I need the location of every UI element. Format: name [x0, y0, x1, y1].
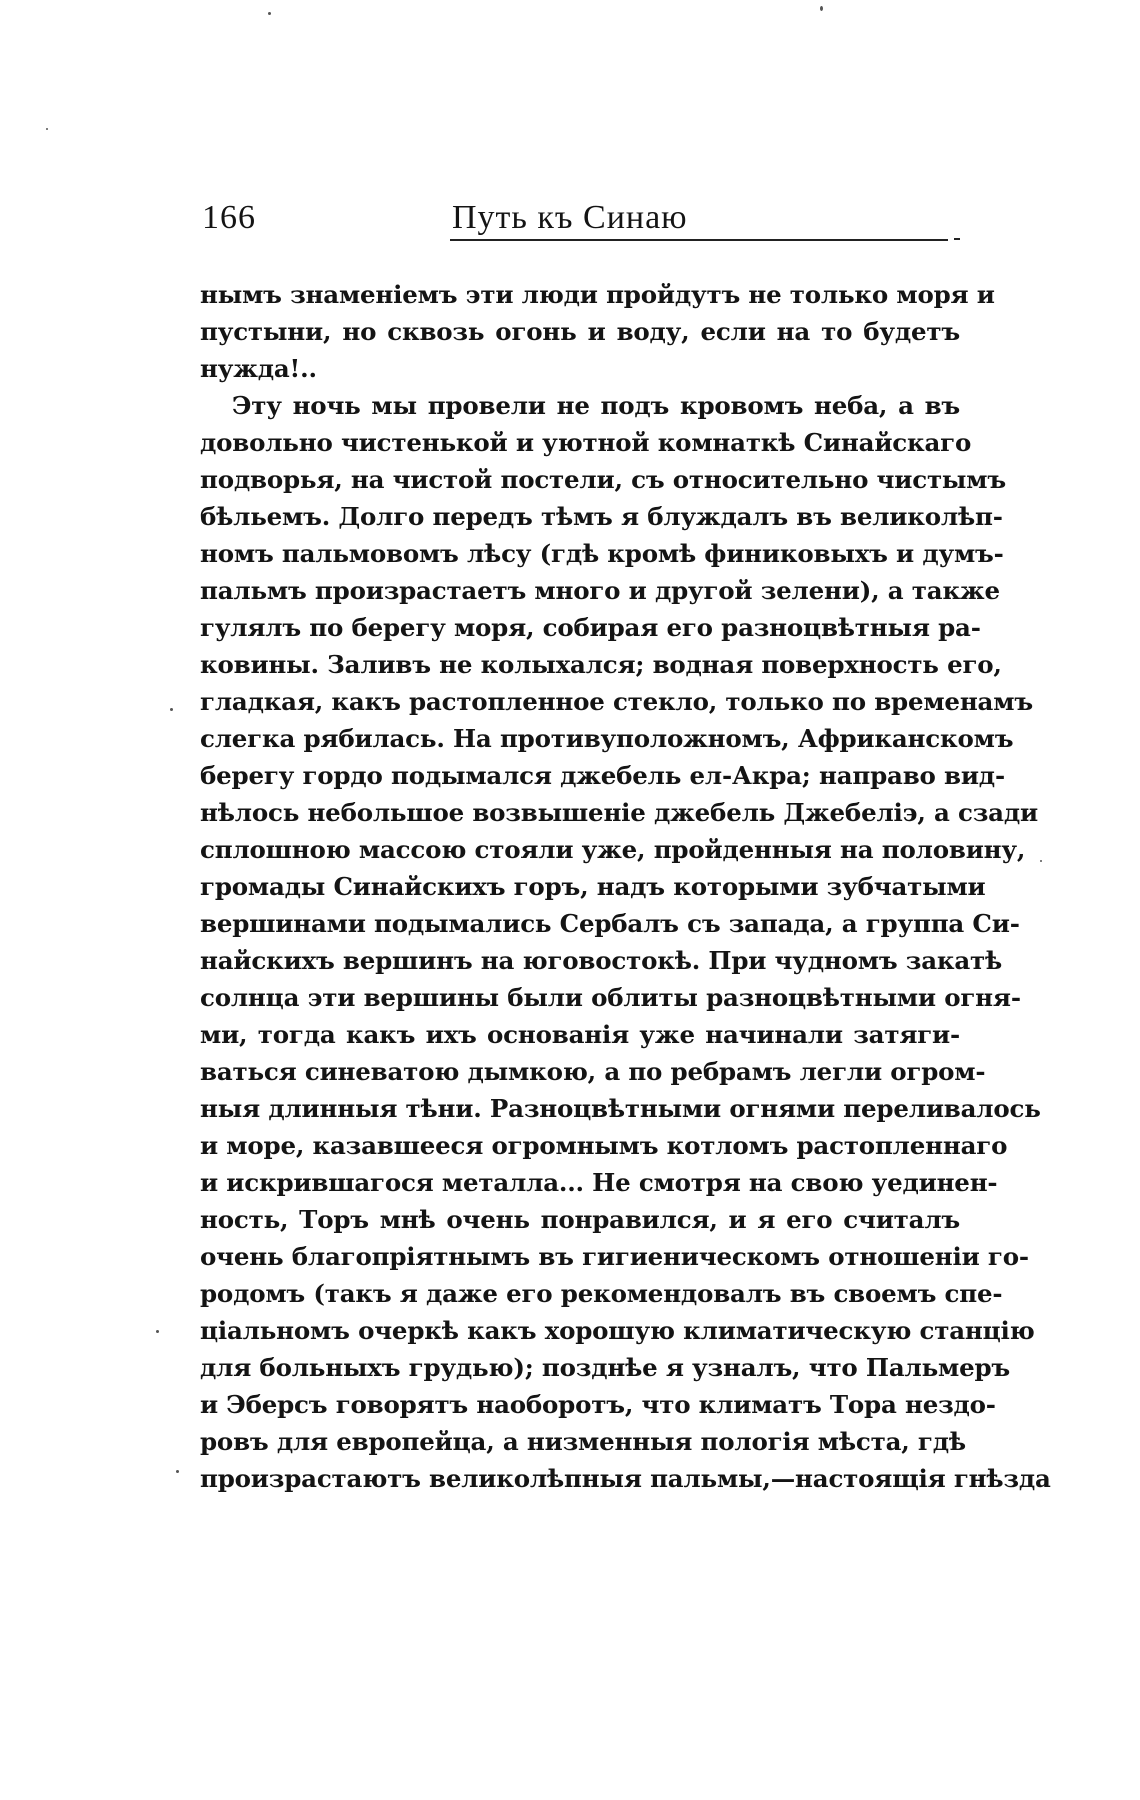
text-line: и искрившагося металла... Не смотря на свою уединен-	[200, 1168, 998, 1197]
text-line: вершинами подымались Сербалъ съ запада, а группа Си-	[200, 909, 1020, 938]
scan-speck	[46, 128, 48, 130]
text-line: найскихъ вершинъ на юговостокѣ. При чудномъ закатѣ	[200, 946, 1003, 975]
text-line: ваться синеватою дымкою, а по ребрамъ легли огром-	[200, 1057, 986, 1086]
text-line: ность, Торъ мнѣ очень понравился, и я его считалъ	[200, 1205, 960, 1234]
body-text	[200, 276, 1051, 1497]
text-line: берегу гордо подымался джебель ел-Акра; направо вид-	[200, 761, 1005, 790]
text-line: родомъ (такъ я даже его рекомендовалъ въ своемъ спе-	[200, 1279, 1003, 1308]
text-line: громады Синайскихъ горъ, надъ которыми зубчатыми	[200, 872, 986, 901]
text-line: ціальномъ очеркѣ какъ хорошую климатическую станцію	[200, 1316, 1035, 1345]
text-line: нымъ знаменіемъ эти люди пройдутъ не только моря и	[200, 280, 995, 309]
text-line: подворья, на чистой постели, съ относительно чистымъ	[200, 465, 1006, 494]
page-header	[202, 198, 958, 246]
text-line: сплошною массою стояли уже, пройденныя на половину,	[200, 835, 1026, 864]
text-line: ровъ для европейца, а низменныя пологія мѣста, гдѣ	[200, 1427, 966, 1456]
scan-speck	[820, 6, 823, 11]
text-line: нѣлось небольшое возвышеніе джебель Джебеліэ, а сзади	[200, 798, 1038, 827]
scan-speck	[176, 1470, 179, 1473]
text-line: для больныхъ грудью); позднѣе я узналъ, что Пальмеръ	[200, 1353, 1011, 1382]
text-line: пальмъ произрастаетъ много и другой зелени), а также	[200, 576, 1000, 605]
scan-speck	[170, 708, 173, 711]
page-number: 166	[202, 199, 256, 236]
text-line: гулялъ по берегу моря, собирая его разноцвѣтныя ра-	[200, 613, 981, 642]
text-line: очень благопріятнымъ въ гигиеническомъ отношеніи го-	[200, 1242, 1029, 1271]
text-line: ми, тогда какъ ихъ основанія уже начинали затяги-	[200, 1020, 960, 1049]
header-rule	[450, 239, 948, 241]
text-line: гладкая, какъ растопленное стекло, только по временамъ	[200, 687, 1033, 716]
header-rule-tick	[954, 238, 960, 240]
text-line: и Эберсъ говорятъ наоборотъ, что климатъ Тора нездо-	[200, 1390, 996, 1419]
text-line: пустыни, но сквозь огонь и воду, если на то будетъ	[200, 317, 960, 346]
text-line: бѣльемъ. Долго передъ тѣмъ я блуждалъ въ великолѣп-	[200, 502, 1003, 531]
text-line: слегка рябилась. На противуположномъ, Африканскомъ	[200, 724, 1014, 753]
text-line: ныя длинныя тѣни. Разноцвѣтными огнями переливалось	[200, 1094, 1041, 1123]
text-line: солнца эти вершины были облиты разноцвѣтными огня-	[200, 983, 1021, 1012]
text-line: ковины. Заливъ не колыхался; водная поверхность его,	[200, 650, 1002, 679]
scan-speck	[1040, 860, 1042, 862]
scan-speck	[268, 12, 271, 15]
scan-speck	[156, 1330, 159, 1333]
text-line: довольно чистенькой и уютной комнаткѣ Синайскаго	[200, 428, 972, 457]
text-line: номъ пальмовомъ лѣсу (гдѣ кромѣ финиковыхъ и думъ-	[200, 539, 1004, 568]
running-head: Путь къ Синаю	[452, 199, 688, 236]
paragraph-first-line: Эту ночь мы провели не подъ кровомъ неба, а въ	[232, 391, 960, 420]
text-line: нужда!..	[200, 354, 317, 383]
text-line: произрастаютъ великолѣпныя пальмы,—настоящія гнѣзда	[200, 1464, 1051, 1493]
text-line: и море, казавшееся огромнымъ котломъ растопленнаго	[200, 1131, 1008, 1160]
